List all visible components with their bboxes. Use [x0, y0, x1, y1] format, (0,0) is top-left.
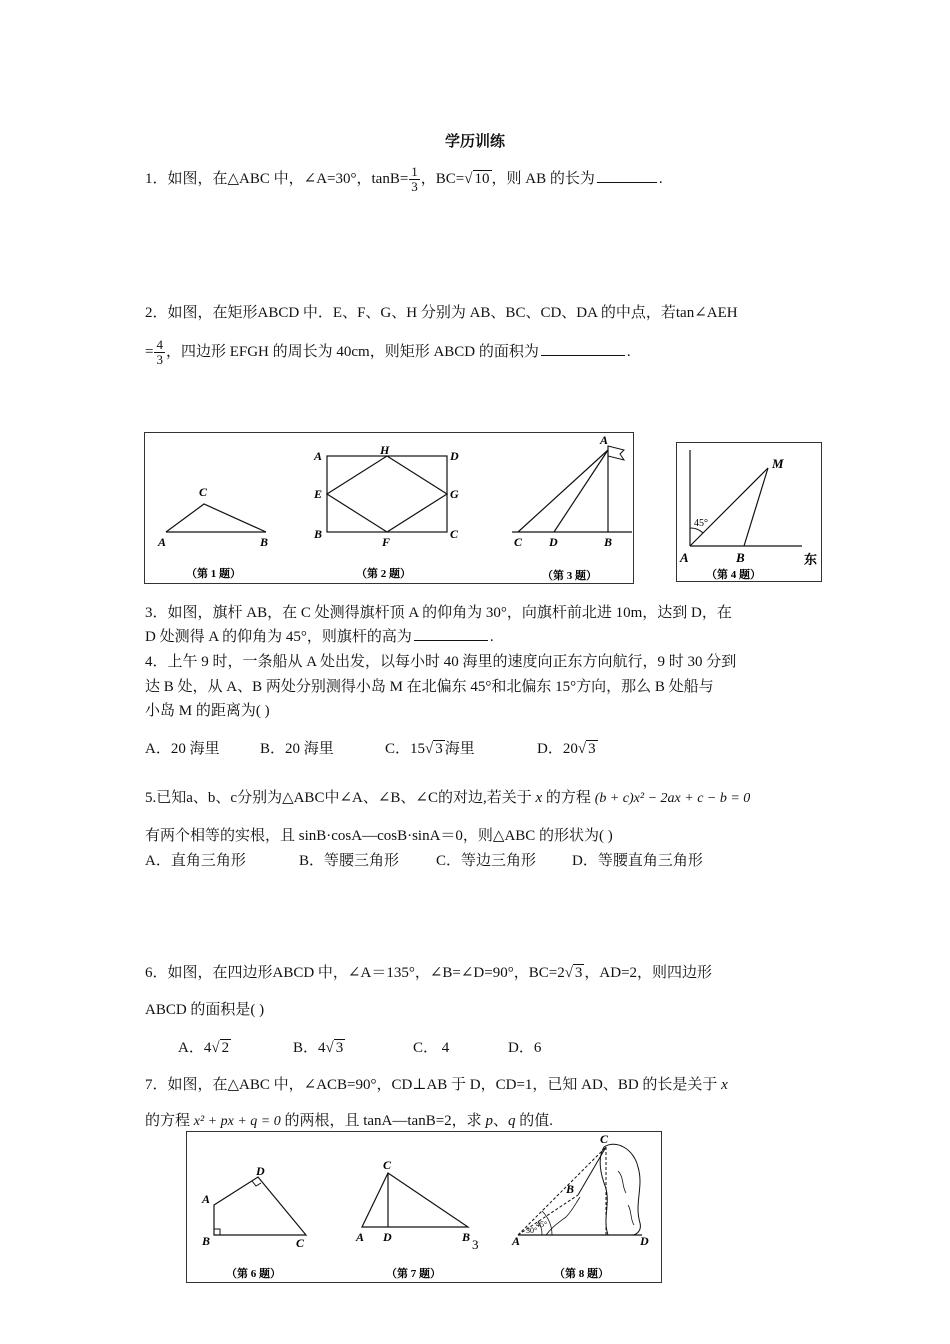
fig6-caption: （第 6 题） — [226, 1268, 281, 1280]
fig8-caption: （第 8 题） — [554, 1268, 609, 1280]
figure-row-2 — [186, 1131, 662, 1283]
fig1-label-c: C — [199, 485, 208, 499]
q2-answer-blank[interactable] — [541, 355, 625, 356]
q4-option-d-prefix: D． — [537, 741, 563, 757]
q7-var-x: x — [721, 1077, 728, 1093]
q2-line2-suffix: ，四边形 EFGH 的周长为 40cm，则矩形 ABCD 的面积为 — [165, 343, 539, 360]
figure-3 — [512, 433, 632, 582]
fig8-label-45: 45° — [536, 1220, 548, 1229]
q1-prefix: 1．如图，在△ABC 中，∠A=30°，tanB= — [145, 170, 409, 187]
q7-line2-mid: 的两根，且 tanA—tanB=2，求 — [284, 1113, 482, 1129]
fig7-label-a: A — [356, 1230, 365, 1244]
fig4-label-45: 45° — [694, 518, 708, 529]
figure-7 — [355, 1158, 479, 1280]
fig8-label-30: 30° — [526, 1226, 538, 1235]
figure-row-1 — [144, 432, 634, 584]
q4-option-c-prefix: C． — [385, 741, 411, 757]
fig6-right-angle-b — [214, 1229, 220, 1235]
fig2-label-f: F — [382, 535, 391, 549]
fig2-label-b: B — [314, 527, 323, 541]
q6-bc-coef: 2 — [557, 965, 565, 981]
fig2-rhombus — [327, 456, 447, 532]
fig4-caption: （第 4 题） — [706, 569, 761, 581]
fig3-line-da — [554, 450, 608, 532]
fig3-caption: （第 3 题） — [542, 570, 597, 582]
q2-frac-den: 3 — [156, 352, 163, 367]
q6-line2: ABCD 的面积是( ) — [145, 1002, 265, 1018]
fig2-label-c: C — [450, 527, 459, 541]
q4-line3: 小岛 M 的距离为( ) — [145, 703, 270, 719]
q5-line1 — [145, 788, 750, 809]
q1-frac-num: 1 — [411, 164, 418, 179]
fig7-caption: （第 7 题） — [386, 1268, 441, 1280]
figure-4-svg — [676, 442, 822, 582]
fig2-label-h: H — [380, 443, 390, 457]
q1-sqrt-val: 10 — [474, 170, 490, 187]
q4-option-a[interactable]: A．20 海里 — [145, 741, 220, 757]
fig6-right-angle-d — [252, 1181, 261, 1186]
q4-option-c-coef: 15 — [410, 741, 426, 757]
q2-line1: 2．如图，在矩形ABCD 中．E、F、G、H 分别为 AB、BC、CD、DA 的中点，若tan∠AEH — [145, 305, 738, 321]
q7-line2-end: 的值. — [519, 1113, 553, 1129]
q4-line2: 达 B 处，从 A、B 两处分别测得小岛 M 在北偏东 45°和北偏东 15°方向，那么 B 处船与 — [145, 679, 714, 695]
figure-2 — [313, 443, 459, 580]
q4-option-c-unit: 海里 — [444, 741, 475, 757]
q2-line2-prefix: = — [145, 343, 154, 360]
q7-var-q: q — [507, 1113, 516, 1129]
fig8-line-ac — [518, 1147, 606, 1235]
q4-option-c-rad: 3 — [435, 741, 443, 757]
fig3-label-c: C — [514, 535, 523, 549]
q3-end: . — [489, 629, 494, 645]
q5-option-d[interactable]: D．等腰直角三角形 — [572, 853, 703, 869]
q6-option-b-sqrt: √ 3 — [325, 1040, 344, 1056]
figure-6 — [201, 1164, 306, 1280]
fig4-label-b: B — [736, 550, 745, 565]
q6-option-a-rad: 2 — [221, 1040, 230, 1056]
q6-option-d[interactable]: D．6 — [508, 1040, 542, 1056]
fig2-label-g: G — [450, 487, 459, 501]
figures-6-8-svg — [186, 1131, 662, 1283]
q6-bc-sqrt: √ 3 — [564, 965, 583, 981]
q6-option-a[interactable] — [178, 1038, 231, 1058]
fig8-label-a: A — [512, 1234, 521, 1248]
q5-line1-prefix: 5.已知a、b、c分别为△ABC中∠A、∠B、∠C的对边,若关于 — [145, 790, 532, 806]
fig7-triangle — [362, 1173, 468, 1227]
fig6-label-b: B — [202, 1234, 211, 1248]
q7-line1-text: 7．如图，在△ABC 中，∠ACB=90°，CD⊥AB 于 D，CD=1，已知 AD、BD 的长是关于 — [145, 1077, 718, 1093]
fig3-label-b: B — [604, 535, 613, 549]
q7-line1 — [145, 1075, 728, 1095]
figure-4-border — [677, 443, 822, 582]
q5-option-a[interactable]: A．直角三角形 — [145, 853, 246, 869]
fig3-line-ca — [518, 450, 608, 532]
q6-option-b-coef: 4 — [318, 1040, 326, 1056]
fig6-quadrilateral — [214, 1177, 306, 1235]
fig3-label-a: A — [600, 433, 609, 447]
q6-option-c[interactable]: C． 4 — [413, 1040, 450, 1056]
q2-end: . — [626, 343, 631, 360]
figure-4 — [676, 442, 822, 582]
q4-option-d[interactable] — [537, 739, 598, 759]
q1-answer-blank[interactable] — [597, 182, 657, 183]
q7-var-p: p — [485, 1113, 493, 1129]
q6-line1 — [145, 963, 712, 983]
fig6-label-d: D — [256, 1164, 265, 1178]
q5-option-b[interactable]: B．等腰三角形 — [299, 853, 400, 869]
q7-line2 — [145, 1111, 553, 1132]
fig8-label-d: D — [640, 1234, 649, 1248]
fig7-label-c: C — [383, 1158, 392, 1172]
q2-fraction — [154, 338, 165, 367]
figures-1-3-svg — [144, 432, 634, 584]
fig8-label-c: C — [600, 1132, 609, 1146]
q5-equation: (b + c)x² − 2ax + c − b = 0 — [594, 791, 751, 806]
fig3-label-d: D — [549, 535, 558, 549]
q4-option-d-sqrt: √ 3 — [577, 741, 596, 757]
q7-equation: x² + px + q = 0 — [193, 1114, 281, 1129]
q7-line2-prefix: 的方程 — [145, 1113, 191, 1129]
q1-frac-den: 3 — [411, 179, 418, 194]
fig4-label-a: A — [680, 550, 689, 565]
fig6-label-c: C — [296, 1236, 305, 1250]
q1-suffix: ，则 AB 的长为 — [491, 170, 595, 187]
q4-option-c[interactable] — [385, 739, 475, 759]
fig2-label-d: D — [450, 449, 459, 463]
q6-bc-rad: 3 — [574, 965, 583, 981]
fig2-label-a: A — [314, 449, 323, 463]
fig2-label-e: E — [314, 487, 323, 501]
q4-option-d-rad: 3 — [588, 741, 596, 757]
q6-option-b-rad: 3 — [335, 1040, 344, 1056]
q3-line1: 3．如图，旗杆 AB，在 C 处测得旗杆顶 A 的仰角为 30°，向旗杆前北进 10m，达到 D，在 — [145, 605, 732, 621]
fig1-label-b: B — [260, 535, 269, 549]
q5-var-x: x — [535, 790, 543, 806]
q3-line2-text: D 处测得 A 的仰角为 45°，则旗杆的高为 — [145, 629, 412, 645]
q6-line1-prefix: 6．如图，在四边形ABCD 中，∠A＝135°，∠B=∠D=90°，BC= — [145, 965, 558, 981]
fig8-label-b: B — [566, 1182, 575, 1196]
fig4-label-m: M — [772, 456, 784, 471]
q4-line1: 4．上午 9 时，一条船从 A 处出发，以每小时 40 海里的速度向正东方向航行，9 时 30 分到 — [145, 654, 737, 670]
q6-option-a-sqrt: √ 2 — [211, 1040, 230, 1056]
fig2-caption: （第 2 题） — [356, 568, 411, 580]
q2-frac-num: 4 — [156, 337, 163, 352]
q6-option-b[interactable] — [293, 1038, 345, 1058]
fig8-cliff-texture — [618, 1171, 634, 1225]
fig1-caption: （第 1 题） — [186, 568, 241, 580]
q1-sqrt: √ 10 — [464, 170, 490, 187]
question-1 — [145, 165, 663, 194]
q1-end: . — [658, 170, 663, 187]
figure-1 — [157, 485, 268, 580]
fig1-triangle — [166, 504, 266, 532]
q4-option-d-coef: 20 — [562, 741, 578, 757]
fig4-label-east: 东 — [804, 552, 818, 567]
figure-row-2-border — [187, 1132, 662, 1283]
q5-option-c[interactable]: C．等边三角形 — [436, 853, 537, 869]
q6-option-a-prefix: A． — [178, 1040, 204, 1056]
fig2-rectangle — [327, 456, 447, 532]
page-title: 学历训练 — [444, 134, 505, 150]
q4-option-c-sqrt: √ 3 — [425, 741, 443, 757]
fig3-flag — [608, 446, 624, 460]
fig7-label-b: B — [462, 1230, 471, 1244]
q3-line2 — [145, 627, 494, 647]
fig6-label-a: A — [202, 1192, 211, 1206]
q6-option-b-prefix: B． — [293, 1040, 319, 1056]
q5-line2: 有两个相等的实根，且 sinB·cosA—cosB·sinA＝0，则△ABC 的形状为( ) — [145, 828, 613, 844]
q1-fraction — [409, 165, 420, 194]
q3-answer-blank[interactable] — [414, 640, 488, 641]
fig7-page-number: 3 — [472, 1237, 479, 1252]
q5-line1-mid: 的方程 — [545, 790, 591, 806]
fig7-label-d: D — [383, 1230, 392, 1244]
figure-8 — [511, 1132, 649, 1280]
q6-option-a-coef: 4 — [203, 1040, 212, 1056]
q6-line1-suffix: ，AD=2，则四边形 — [584, 965, 713, 981]
q4-option-b[interactable]: B．20 海里 — [260, 741, 334, 757]
q7-sep: 、 — [492, 1113, 508, 1129]
fig1-label-a: A — [158, 535, 167, 549]
fig8-slope — [546, 1197, 580, 1235]
q2-line2 — [145, 338, 631, 367]
q1-mid: ，BC= — [420, 170, 465, 187]
